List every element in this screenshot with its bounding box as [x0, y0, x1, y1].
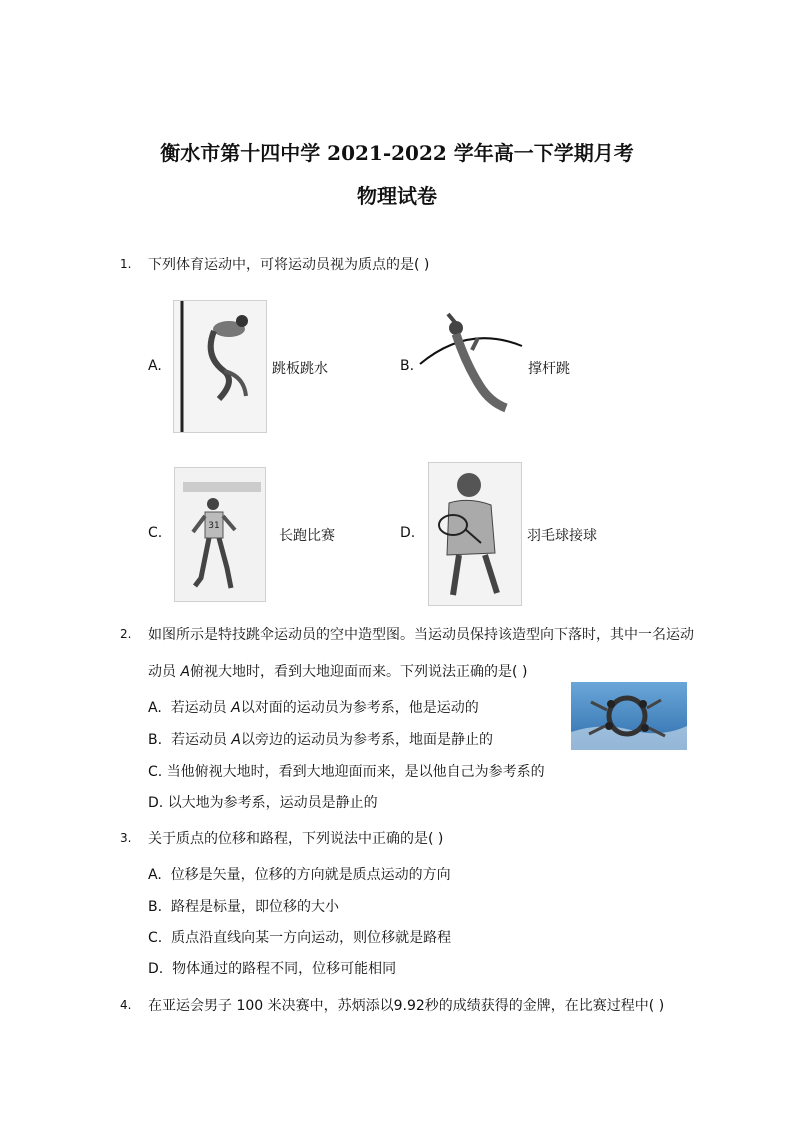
q2-variable-a: A	[180, 664, 191, 680]
q2-option-b-post: 以旁边的运动员为参考系，地面是静止的	[241, 732, 493, 748]
skydivers-photo	[571, 682, 687, 750]
q2-option-d-label: D.	[148, 795, 164, 811]
q2-text-line1: 如图所示是特技跳伞运动员的空中造型图。当运动员保持该造型向下落时，其中一名运动	[148, 627, 694, 643]
q2-option-b	[148, 729, 493, 749]
svg-text:31: 31	[208, 521, 220, 531]
pole-vault-figure-icon	[418, 304, 524, 422]
q3-option-c-text: 质点沿直线向某一方向运动，则位移就是路程	[171, 930, 452, 946]
q3-option-b-text: 路程是标量，即位移的大小	[170, 899, 339, 915]
q1-text: 下列体育运动中，可将运动员视为质点的是( )	[148, 257, 430, 273]
q3-option-a-label: A.	[148, 867, 162, 883]
diving-photo	[173, 300, 267, 433]
q2-option-b-var: A	[231, 732, 241, 748]
exam-subtitle: 物理试卷	[357, 184, 437, 208]
q1-option-b-text: 撑杆跳	[528, 361, 570, 377]
badminton-figure-icon	[429, 463, 521, 605]
q4-number: 4.	[120, 998, 132, 1012]
q2-option-c-pre: 当他俯视大地时，看到大地迎面而来，是以他自己为参考系的	[166, 764, 545, 780]
q2-option-d	[148, 792, 378, 812]
q1-number: 1.	[120, 257, 132, 271]
q4-text: 在亚运会男子 100 米决赛中，苏炳添以9.92秒的成绩获得的金牌，在比赛过程中( )	[148, 998, 665, 1014]
q2-option-a-var: A	[231, 700, 241, 716]
q2-option-a	[148, 697, 479, 717]
q3-text: 关于质点的位移和路程，下列说法中正确的是( )	[148, 831, 444, 847]
q3-option-d	[148, 958, 396, 978]
q2-option-a-post: 以对面的运动员为参考系，他是运动的	[240, 700, 479, 716]
q1-option-a-label: A.	[148, 358, 162, 374]
q2-option-c	[148, 761, 545, 781]
q1-option-b-label: B.	[400, 358, 415, 374]
q2-number: 2.	[120, 627, 132, 641]
badminton-photo	[428, 462, 522, 606]
q3-option-c-label: C.	[148, 930, 163, 946]
q3-option-d-label: D.	[148, 961, 164, 977]
q3-option-a	[148, 864, 451, 884]
pole-vault-photo	[418, 304, 524, 422]
q3-option-c	[148, 927, 451, 947]
q2-option-a-pre: 若运动员	[170, 700, 232, 716]
q1-option-c-label: C.	[148, 525, 163, 541]
q2-text-line2	[148, 661, 527, 681]
q2-option-b-label: B.	[148, 732, 163, 748]
q3-option-a-text: 位移是矢量，位移的方向就是质点运动的方向	[170, 867, 451, 883]
q3-number: 3.	[120, 831, 132, 845]
q3-option-b	[148, 896, 339, 916]
exam-title: 衡水市第十四中学 2021-2022 学年高一下学期月考	[160, 141, 634, 165]
q2-option-c-label: C.	[148, 764, 163, 780]
running-photo	[174, 467, 266, 602]
q1-option-a-text: 跳板跳水	[272, 361, 328, 377]
q1-option-d-text: 羽毛球接球	[527, 528, 597, 544]
q1-option-d-label: D.	[400, 525, 416, 541]
q3-option-d-text: 物体通过的路程不同，位移可能相同	[172, 961, 397, 977]
q2-option-a-label: A.	[148, 700, 162, 716]
diving-figure-icon	[174, 301, 266, 432]
skydivers-formation-icon	[571, 682, 687, 750]
q2-option-d-pre: 以大地为参考系，运动员是静止的	[167, 795, 378, 811]
q2-option-b-pre: 若运动员	[170, 732, 232, 748]
q2-text-line2-a: 动员	[148, 664, 181, 680]
runner-figure-icon	[175, 468, 265, 601]
q3-option-b-label: B.	[148, 899, 163, 915]
q2-text-line2-b: 俯视大地时，看到大地迎面而来。下列说法正确的是( )	[190, 664, 528, 680]
q1-option-c-text: 长跑比赛	[279, 528, 335, 544]
